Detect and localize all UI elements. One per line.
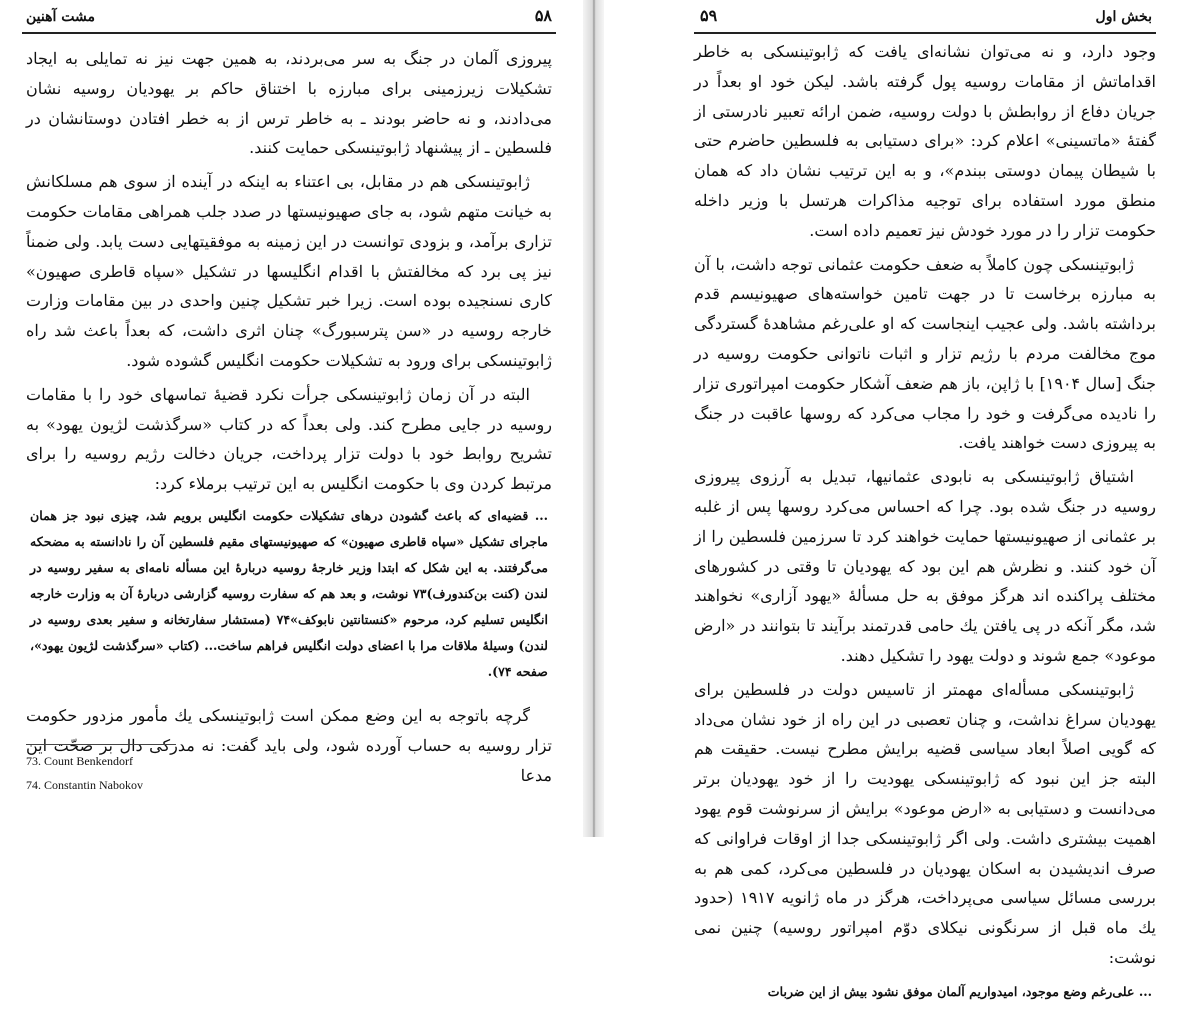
paragraph: اشتیاق ژابوتینسکی به نابودی عثمانیها، تبدیل به آرزوی پیروزی روسیه در جنگ شده بود. چرا که احساس می‌کرد روسها پس از غلبه بر عثمانی از صهیونیستها حمایت خواهند کرد تا سرزمین فلسطین را از آن خود کنند. و نظرش هم این بود که یهودیان تا وقتی در کشورهای مختلف پراکنده اند هرگز موفق به حل مسألهٔ «یهود آزاری» نخواهند شد، مگر آنکه در پی یافتن یك حامی قدرتمند برآیند تا بتوانند در «ارض موعود» جمع شوند و دولت یهود را تشکیل دهند. xyxy=(694,467,1156,665)
block-quote: ... علی‌رغم وضع موجود، امیدواریم آلمان موفق نشود بیش از این ضربات xyxy=(767,983,1152,999)
left-page-body xyxy=(26,44,552,794)
paragraph: ژابوتینسکی چون کاملاً به ضعف حکومت عثمانی توجه داشت، با آن به مبارزه برخاست تا در جهت تامین خواسته‌های صهیونیسم قدم برداشته باشد. ولی عجیب اینجاست که او علی‌رغم مشاهدهٔ گستردگی موج مخالفت مردم با رژیم تزار و اثبات ناتوانی حکومت روسیه در جنگ [سال ۱۹۰۴] با ژاپن، باز هم ضعف آشکار حکومت امپراتوری تزار را نادیده می‌گرفت و خود را مجاب می‌کرد که روسها عاقبت در جنگ به پیروزی دست خواهند یافت. xyxy=(694,254,1157,453)
footnote-74: 74. Constantin Nabokov xyxy=(26,778,143,792)
paragraph: البته در آن زمان ژابوتینسکی جرأت نکرد قضیهٔ تماسهای خود را با مقامات روسیه در جایی مطرح کند. ولی بعداً که در کتاب «سرگذشت لژیون یهود» به تشریح روابط خود با دولت تزار پرداخت، جریان دخالت رژیم روسیه را برای مرتبط کردن وی با حکومت انگلیس به این ترتیب برملاء کرد: xyxy=(26,384,552,494)
book-spine-gutter xyxy=(583,0,604,837)
right-page-header xyxy=(694,6,1156,34)
left-page xyxy=(0,0,583,837)
block-quote: ... قضیه‌ای که باعث گشودن درهای تشکیلات حکومت انگلیس برویم شد، چیزی نبود جز همان ماجرای تشکیل «سپاه قاطری صهیون» که صهیونیستهای مقیم فلسطین آن را نادانسته به مضحکه می‌گرفتند. به این شکل که ابتدا وزیر خارجهٔ روسیه دربارهٔ این مسأله نامه‌ای به سفیر روسیه در لندن (کنت بن‌کندورف)۷۳ نوشت، و بعد هم که سفارت روسیه گزارشی دربارهٔ آن به وزارت خارجه انگلیس تسلیم کرد، مرحوم «کنستانتین نابوکف»۷۴ (مستشار سفارتخانه و سفیر بعدی روسیه در لندن) وسیلهٔ ملاقات مرا با اعضای دولت انگلیس فراهم ساخت... (کتاب «سرگذشت لژیون یهود»، صفحه ۷۴). xyxy=(30,507,548,679)
page-number: ۵۹ xyxy=(700,6,718,25)
running-title: بخش اول xyxy=(1095,9,1152,25)
closing-paragraph: گرچه باتوجه به این وضع ممکن است ژابوتینسکی یك مأمور مزدور حکومت تزار روسیه به حساب آورده شود، ولی باید گفت: نه مدرکی دال بر صحّت این مدعا xyxy=(26,705,552,785)
left-page-header xyxy=(22,6,556,34)
paragraph: پیروزی آلمان در جنگ به سر می‌بردند، به همین جهت نیز نه تمایلی به ایجاد تشکیلات زیرزمینی برای مبارزه با اختناق حاکم بر یهودیان روسیه نشان می‌دادند، و نه حاضر بودند ـ به خاطر ترس از به خطر افتادن دوستانشان در فلسطین ـ از پیشنهاد ژابوتینسکی حمایت کنند. xyxy=(26,49,552,158)
paragraph: ژابوتینسکی هم در مقابل، بی اعتناء به اینکه در آینده از سوی هم مسلکانش به خیانت متهم شود، به جای صهیونیستها در صدد جلب همراهی مقامات حکومت تزاری برآمد، و بزودی توانست در این زمینه به موفقیتهایی دست یابد. ولی ضمناً نیز پی برد که مخالفتش با اقدام انگلیسها در تشکیل «سپاه قاطری صهیون» کاری نسنجیده بوده است. زیرا خبر تشکیل چنین واحدی در بین مقامات وزارت خارجه روسیه در «سن پترسبورگ» چنان اثری داشت، که بعداً باعث شد راه ژابوتینسکی برای ورود به تشکیلات حکومت انگلیس گشوده شود. xyxy=(26,172,552,370)
page-number: ۵۸ xyxy=(534,6,552,25)
right-page xyxy=(604,0,1193,999)
right-page-body xyxy=(694,37,1156,1021)
footnotes xyxy=(26,744,552,797)
paragraph: ژابوتینسکی مسأله‌ای مهمتر از تاسیس دولت در فلسطین برای یهودیان سراغ نداشت، و چنان تعصبی در این راه از خود نشان می‌داد که گویی اصلاً ابعاد سیاسی قضیه برایش مطرح نیست. حقیقت هم البته جز این نبود که ژابوتینسکی یهودیت را از خود یهودیان برتر می‌دانست و دستیابی به «ارض موعود» برایش از سرنوشت قوم یهود اهمیت بیشتری داشت. ولی اگر ژابوتینسکی جدا از اوقات فراوانی که صرف اندیشیدن به اسکان یهودیان در فلسطین می‌کرد، کمی هم به بررسی مسائل سیاسی می‌پرداخت، هرگز در ماه ژانویه ۱۹۱۷ (حدود یك ماه قبل از سرنگونی نیکلای دوّم امپراتور روسیه) چنین نمی نوشت: xyxy=(694,679,1156,967)
footnote-73: 73. Count Benkendorf xyxy=(26,754,133,768)
paragraph: وجود دارد، و نه می‌توان نشانه‌ای یافت که ژابوتینسکی به خاطر اقداماتش از مقامات روسیه پول گرفته باشد. لیکن خود او بعداً در جریان دفاع از روابطش با دولت روسیه، ضمن ارائه تعبیر نادرستی از گفتهٔ «ماتسینی» اعلام کرد: «برای دستیابی به فلسطین حاضرم حتی با شیطان پیمان دوستی ببندم»، و به این ترتیب نشان داد که همان منطق مورد استفاده برای توجیه مذاکرات هرتسل با وزیر داخله حکومت تزار را در مورد خودش نیز تعمیم داده است. xyxy=(694,42,1156,240)
footnote-divider xyxy=(26,744,176,745)
running-title: مشت آهنین xyxy=(26,9,95,25)
